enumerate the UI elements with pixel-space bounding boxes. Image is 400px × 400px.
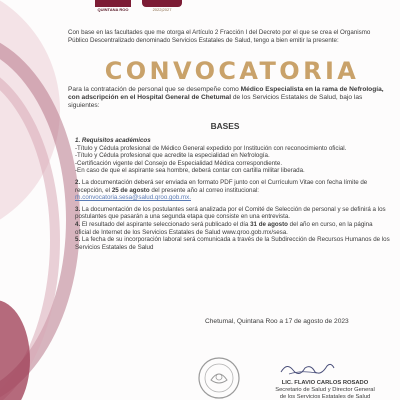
point-4-text-c: del año en curso, en la página oficial de Internet de los Servicios Estatales de Salud	[75, 220, 373, 236]
point-3	[75, 206, 390, 221]
logo-qroo-label: QUINTANA ROO	[97, 7, 129, 12]
point-2-text-a: La documentación deberá ser enviada en formato PDF junto con el Currículum Vitae con fecha límite de recepción, el	[75, 178, 368, 194]
page-title: CONVOCATORIA	[104, 57, 360, 85]
requirements-heading: 1. Requisitos académicos	[75, 137, 151, 144]
point-2-text-c: del presente año al correo institucional:	[149, 186, 260, 194]
description-bold: Médico Especialista en la rama de Nefrología, con adscripción en el Hospital General de Chetumal	[68, 86, 384, 101]
point-5-text: La fecha de su incorporación laboral será comunicada a través de la Subdirección de Recursos Humanos de los Servicios Estatales de Salud	[75, 236, 390, 251]
signature-icon	[277, 360, 337, 378]
description-text-2: de los Servicios Estatales de Salud, bajo las siguientes:	[68, 94, 363, 109]
bases-heading: BASES	[210, 121, 240, 131]
requirements-section	[75, 137, 390, 251]
signatory-block	[255, 380, 395, 400]
requirement-item: -Certificación vigente del Consejo de Especialidad Médica correspondiente.	[75, 159, 283, 167]
logo-gob-label: 2022|2027	[152, 7, 172, 12]
requirement-item: -En caso de que el aspirante sea hombre, deberá contar con cartilla militar liberada.	[75, 167, 305, 175]
point-3-text: La documentación de los postulantes será analizada por el Comité de Selección de personal y se definirá a los postulantes que pasarán a una segunda etapa que consiste en una entrevista.	[75, 205, 386, 221]
official-seal-icon	[195, 356, 243, 400]
government-logo	[142, 0, 182, 15]
point-5	[75, 236, 390, 251]
requirement-item: -Título y Cédula profesional que acredite la especialidad en Nefrología.	[75, 152, 270, 160]
requirement-item: -Título y Cédula profesional de Médico General expedido por Institución con reconocimiento oficial.	[75, 144, 347, 152]
logo-bar	[142, 0, 182, 7]
point-2-deadline: 25 de agosto	[111, 186, 150, 194]
website-link[interactable]: www.qroo.gob.mx/sesa.	[222, 228, 288, 236]
point-3-number: 3.	[75, 205, 81, 213]
email-line	[75, 194, 390, 202]
description-paragraph	[68, 86, 388, 110]
signatory-title: de los Servicios Estatales de Salud	[279, 393, 371, 400]
point-4-text-a: El resultado del aspirante seleccionado será publicado el día	[80, 220, 251, 228]
point-4-number: 4.	[75, 220, 81, 228]
logo-bar	[95, 0, 131, 7]
point-2-number: 2.	[75, 178, 81, 186]
point-2	[75, 179, 390, 194]
signatory-title: Secretario de Salud y Director General	[275, 386, 375, 393]
description-text-1: Para la contratación de personal que se desempeñe como	[68, 86, 241, 93]
point-5-number: 5.	[75, 236, 81, 244]
signatory-name: LIC. FLAVIO CARLOS ROSADO	[281, 380, 369, 386]
point-4	[75, 221, 390, 236]
point-4-result-date: 31 de agosto	[250, 220, 288, 228]
place-date: Chetumal, Quintana Roo a 17 de agosto de 2023	[205, 318, 349, 325]
quintana-roo-logo	[95, 0, 131, 14]
intro-paragraph: Con base en las facultades que me otorga el Artículo 2 Fracción I del Decreto por el que se crea el Organismo Público Descentralizado denominado Servicios Estatales de Salud, tengo a bien emitir la presente:	[68, 29, 371, 44]
email-link[interactable]: rh.convocatoria.sesa@salud.qroo.gob.mx.	[75, 194, 191, 202]
